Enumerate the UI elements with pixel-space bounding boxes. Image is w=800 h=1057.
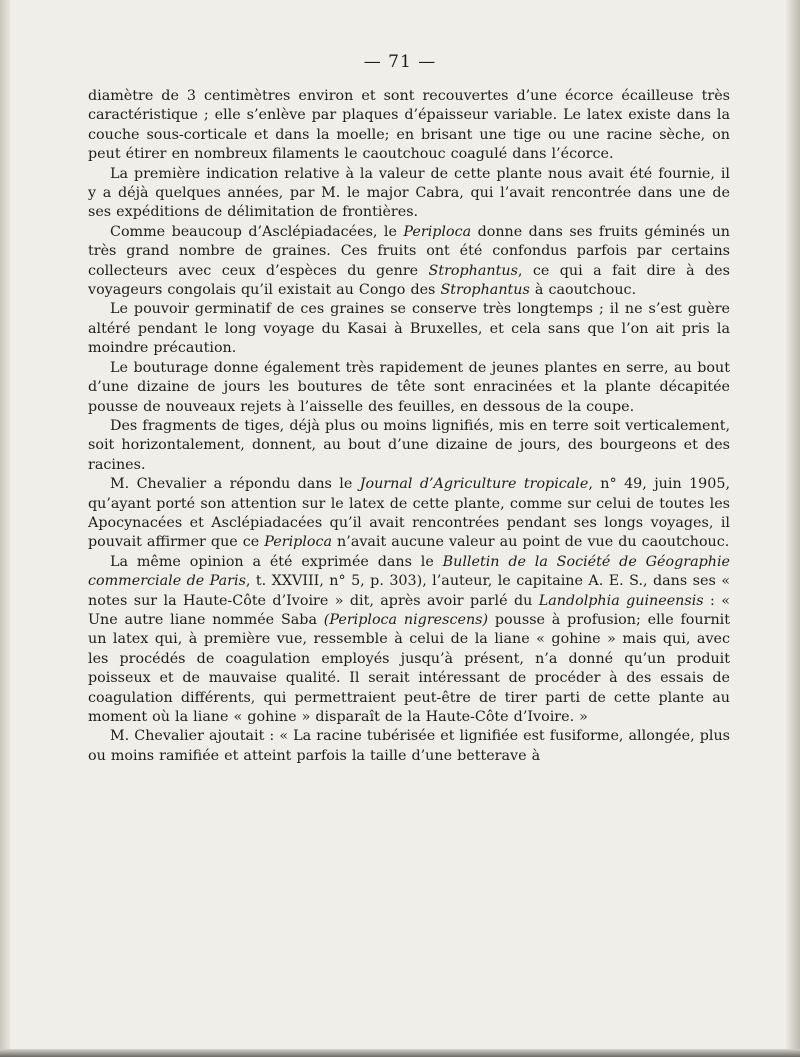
paragraph-text: M. Chevalier ajoutait : « La racine tubérisée et lignifiée est fusiforme, allongée, plus ou moins ramifiée et atteint parfois la taille d’une betterave à [88,728,730,764]
paragraph [88,417,730,475]
paragraph-text: La première indication relative à la valeur de cette plante nous avait été fournie, il y a déjà quelques années, par M. le major Cabra, qui l’avait rencontrée dans une de ses expéditions de délimitation de frontières. [88,165,730,221]
paragraph [88,359,730,417]
italic-text: Journal d’Agriculture tropicale [359,476,589,493]
paragraph-text: diamètre de 3 centimètres environ et sont recouvertes d’une écorce écailleuse très caractéristique ; elle s’enlève par plaques d’épaisseur variable. Le latex existe dans la couche sous-corticale et dans la moelle; en brisant une tige ou une racine sèche, on peut étirer en nombreux filaments le caoutchouc coagulé dans l’écorce. [88,88,730,163]
italic-text: (Periploca nigrescens) [323,611,489,628]
italic-text: Periploca [403,223,472,240]
paragraph [88,727,730,766]
italic-text: Landolphia guineensis [538,592,704,609]
paragraph-text: La même opinion a été exprimée dans le [110,553,443,570]
italic-text: Bulletin de la Société de Géographie commerciale de Paris [88,553,731,590]
italic-text: Periploca [264,534,333,551]
paragraph-text: à caoutchouc. [529,282,637,299]
paragraph-text: donne dans ses fruits géminés un très grand nombre de graines. Ces fruits ont été confondus parfois par certains collecteurs avec ceux d’espèces du genre [88,223,730,279]
page-left-edge [0,0,10,1057]
paragraph-text: Comme beaucoup d’Asclépiadacées, le [110,223,404,240]
paragraph [88,87,730,165]
paragraph-text: pousse à profusion; elle fournit un latex qui, à première vue, ressemble à celui de la liane « gohine » mais qui, avec les procédés de coagulation employés jusqu’à présent, n’a donné qu’un produit poisseux et de mauvaise qualité. Il serait intéressant de procéder à des essais de coagulation différents, qui permettraient peut-être de tirer parti de cette plante au moment où la liane « gohine » disparaît de la Haute-Côte d’Ivoire. » [88,611,730,725]
page-bottom-edge [0,1049,800,1057]
italic-text: Strophantus [440,282,530,299]
page-number: — 71 — [363,52,437,72]
paragraph-text: : « Une autre liane nommée Saba [88,592,731,628]
paragraph [88,475,730,553]
paragraph [88,553,730,728]
paragraph-text: n’avait aucune valeur au point de vue du caoutchouc. [332,534,730,551]
paragraph-text: , t. XXVIII, n° 5, p. 303), l’auteur, le capitaine A. E. S., dans ses « notes sur la Haute-Côte d’Ivoire » dit, après avoir parlé du [88,573,730,609]
paragraph [88,165,730,223]
paragraph-text: Le pouvoir germinatif de ces graines se conserve très longtemps ; il ne s’est guère altéré pendant le long voyage du Kasai à Bruxelles, et cela sans que l’on ait pris la moindre précaution. [88,301,730,357]
paragraph [88,223,730,301]
paragraph-text: , n° 49, juin 1905, qu’ayant porté son attention sur le latex de cette plante, comme sur celui de toutes les Apocynacées et Asclépiadacées qu’il avait rencontrées pendant ses longs voyages, il pouvait affirmer que ce [88,476,730,551]
page-right-edge [786,0,800,1057]
paragraph-text: M. Chevalier a répondu dans le [110,476,360,493]
paragraph-text: Le bouturage donne également très rapidement de jeunes plantes en serre, au bout d’une dizaine de jours les boutures de tête sont enracinées et la plante décapitée pousse de nouveaux rejets à l’aisselle des feuilles, en dessous de la coupe. [88,359,730,415]
italic-text: Strophantus [428,262,518,279]
paragraph-text: , ce qui a fait dire à des voyageurs congolais qu’il existait au Congo des [88,262,730,299]
paragraph-text: Des fragments de tiges, déjà plus ou moins lignifiés, mis en terre soit verticalement, soit horizontalement, donnent, au bout d’une dizaine de jours, des bourgeons et des racines. [88,417,730,473]
paragraph [88,300,730,358]
body-text [88,87,730,766]
